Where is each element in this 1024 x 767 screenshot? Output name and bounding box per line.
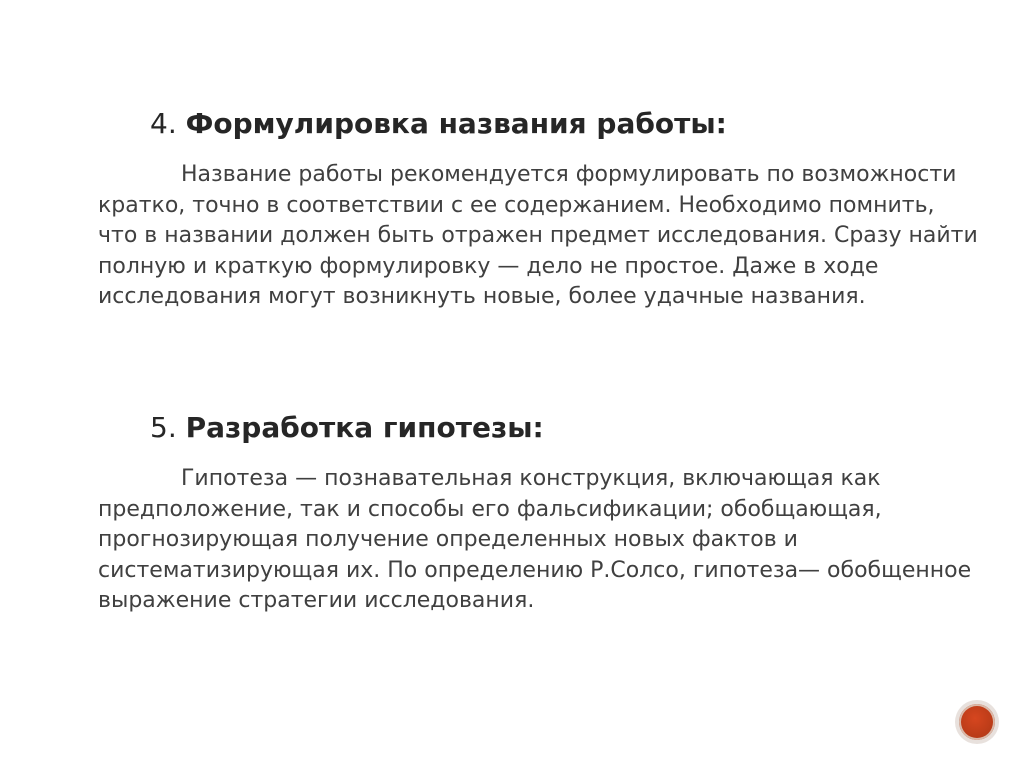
section-4-heading: [150, 107, 727, 141]
section-4-title: Формулировка названия работы:: [185, 107, 727, 140]
section-5-body: Гипотеза — познавательная конструкция, включающая как предположение, так и способы его фальсификации; обобщающая, прогнозирующая получение определенных новых фактов и систематизирующая их. По определению Р.Солсо, гипотеза— обобщенное выражение стратегии исследования.: [98, 466, 972, 613]
section-5-number: 5.: [150, 411, 177, 444]
section-5-title: Разработка гипотезы:: [185, 411, 544, 444]
circle-badge-icon: [955, 700, 999, 744]
section-4-body: Название работы рекомендуется формулировать по возможности кратко, точно в соответствии с ее содержанием. Необходимо помнить, что в названии должен быть отражен предмет исследования. Сразу найти полную и краткую формулировку — дело не простое. Даже в ходе исследования могут возникнуть новые, более удачные названия.: [98, 162, 978, 309]
section-5-heading: [150, 411, 544, 445]
section-4-number: 4.: [150, 107, 177, 140]
circle-badge-inner: [959, 704, 995, 740]
